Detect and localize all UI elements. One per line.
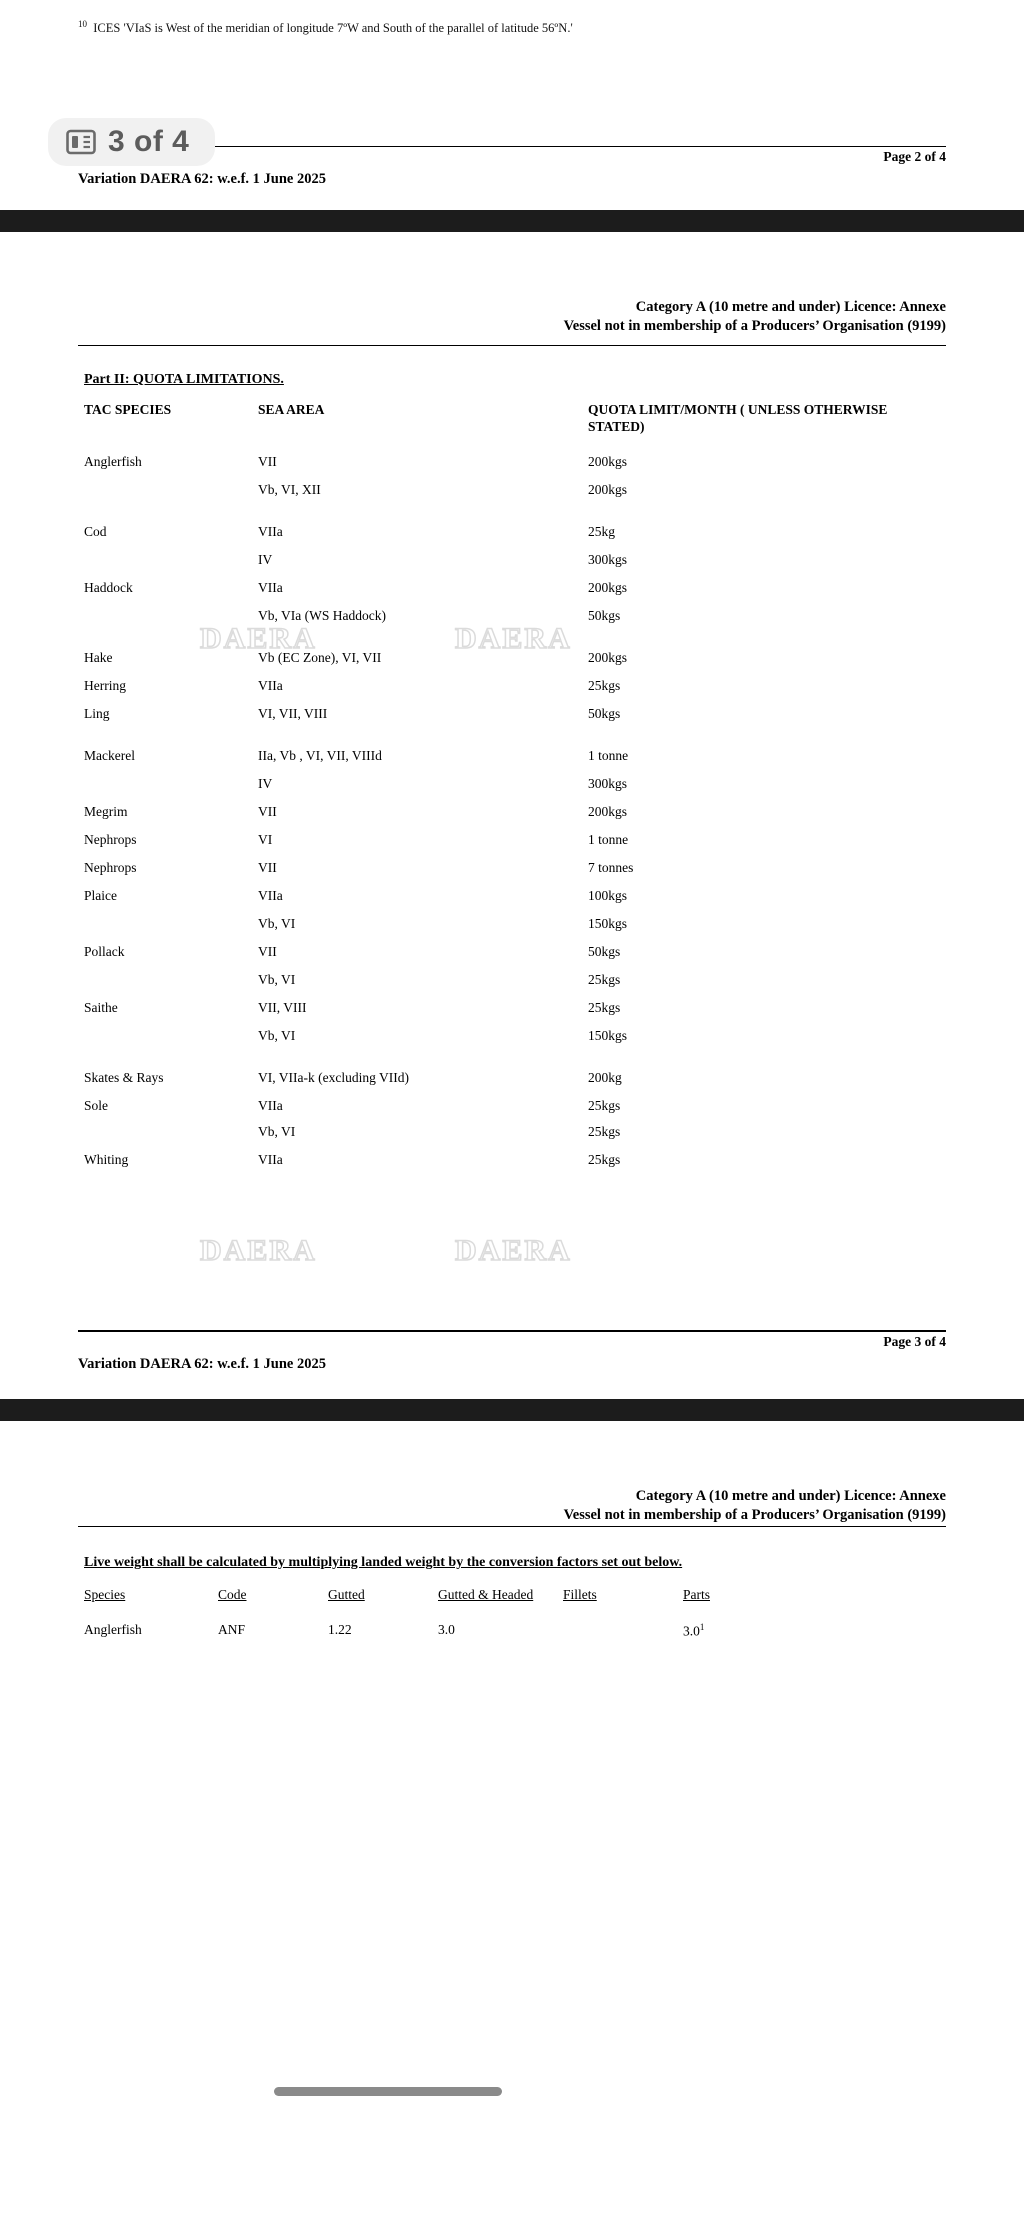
table-row	[78, 888, 946, 916]
cell-quota: 200kg	[588, 1069, 622, 1085]
page-indicator-label: 3 of 4	[108, 125, 190, 158]
column-header-fillets: Fillets	[563, 1586, 597, 1602]
cell-species	[78, 972, 258, 1000]
table-row	[78, 552, 946, 580]
column-header-code: Code	[218, 1586, 247, 1602]
page-number-page2: Page 2 of 4	[883, 148, 946, 164]
cell-species	[78, 776, 258, 804]
annexe-header	[78, 232, 946, 337]
variation-line-page3: Variation DAERA 62: w.e.f. 1 June 2025	[78, 1355, 326, 1372]
cell-sea-area: Vb, VI, XII	[258, 481, 321, 497]
column-header-quota: QUOTA LIMIT/MONTH ( UNLESS OTHERWISE STATED)	[588, 401, 888, 434]
column-header-gutted-headed: Gutted & Headed	[438, 1586, 534, 1602]
cell-species: Cod	[84, 523, 107, 539]
table-row	[78, 832, 946, 860]
cell-species: Anglerfish	[84, 1621, 142, 1637]
table-row	[78, 1070, 946, 1098]
document-page-3	[0, 232, 1024, 1399]
cell-quota: 25kgs	[588, 1123, 621, 1139]
scroll-progress-bar[interactable]	[274, 2087, 502, 2096]
column-header-gutted: Gutted	[328, 1586, 365, 1602]
cell-quota: 200kgs	[588, 453, 628, 469]
conversion-title: Live weight shall be calculated by multiplying landed weight by the conversion factors set out below.	[84, 1554, 683, 1570]
table-row	[78, 1152, 946, 1180]
cell-quota: 200kgs	[588, 803, 628, 819]
cell-species: Skates & Rays	[84, 1069, 164, 1085]
cell-sea-area: Vb, VIa (WS Haddock)	[258, 607, 386, 623]
watermark: DAERA	[455, 621, 572, 655]
table-row	[78, 1608, 946, 1640]
table-row	[78, 916, 946, 944]
table-row	[78, 524, 946, 552]
cell-species: Saithe	[84, 999, 118, 1015]
table-header-row	[78, 1587, 946, 1608]
table-row	[78, 804, 946, 832]
table-row	[78, 650, 946, 678]
page-number-page3: Page 3 of 4	[883, 1333, 946, 1349]
cell-quota: 50kgs	[588, 607, 621, 623]
cell-sea-area: Vb, VI	[258, 915, 296, 931]
cell-code: ANF	[218, 1621, 246, 1637]
cell-species	[78, 1124, 258, 1152]
table-row	[78, 706, 946, 748]
cell-quota: 200kgs	[588, 649, 628, 665]
document-page-2	[0, 0, 1024, 210]
footnote	[78, 0, 946, 38]
cell-sea-area: VI	[258, 831, 273, 847]
annexe-header-line1: Category A (10 metre and under) Licence: Annexe	[635, 298, 946, 315]
cell-sea-area: IIa, Vb , VI, VII, VIIId	[258, 747, 382, 763]
cell-quota: 150kgs	[588, 1027, 628, 1043]
footnote-marker: 10	[78, 19, 87, 29]
cell-sea-area: VII, VIII	[258, 999, 307, 1015]
cell-quota: 300kgs	[588, 551, 628, 567]
cell-quota: 25kg	[588, 523, 615, 539]
cell-sea-area: VIIa	[258, 887, 283, 903]
table-row	[78, 776, 946, 804]
quota-limitations-table	[78, 402, 946, 1180]
cell-species	[78, 916, 258, 944]
cell-sea-area: VI, VIIa-k (excluding VIId)	[258, 1069, 409, 1085]
cell-sea-area: Vb, VI	[258, 1123, 296, 1139]
cell-sea-area: VII	[258, 453, 277, 469]
cell-quota: 25kgs	[588, 971, 621, 987]
cell-species: Nephrops	[84, 859, 137, 875]
cell-species: Herring	[84, 677, 126, 693]
cell-quota: 25kgs	[588, 999, 621, 1015]
table-row	[78, 1000, 946, 1028]
cell-gutted: 1.22	[328, 1621, 352, 1637]
column-header-parts: Parts	[683, 1586, 710, 1602]
cell-species: Anglerfish	[84, 453, 142, 469]
cell-sea-area: Vb, VI	[258, 971, 296, 987]
column-header-species: TAC SPECIES	[84, 401, 172, 417]
annexe-header	[78, 1421, 946, 1526]
cell-quota: 25kgs	[588, 677, 621, 693]
cell-fillets	[563, 1608, 683, 1640]
cell-quota: 25kgs	[588, 1097, 621, 1113]
watermark: DAERA	[200, 621, 317, 655]
page-separator-band	[0, 1399, 1024, 1421]
cell-quota: 200kgs	[588, 481, 628, 497]
footnote-text: ICES 'VIaS is West of the meridian of longitude 7ºW and South of the parallel of latitude 56ºN.'	[93, 21, 573, 36]
cell-quota: 200kgs	[588, 579, 628, 595]
cell-species	[78, 1028, 258, 1070]
table-row	[78, 454, 946, 482]
cell-sea-area: VIIa	[258, 1097, 283, 1113]
cell-species: Mackerel	[84, 747, 135, 763]
cell-species: Whiting	[84, 1151, 129, 1167]
watermark: DAERA	[455, 1233, 572, 1267]
cell-sea-area: Vb (EC Zone), VI, VII	[258, 649, 382, 665]
watermark: DAERA	[200, 1233, 317, 1267]
page-indicator-overlay[interactable]	[48, 118, 215, 166]
cell-quota: 7 tonnes	[588, 859, 634, 875]
cell-species	[78, 552, 258, 580]
cell-sea-area: VI, VII, VIII	[258, 705, 328, 721]
cell-sea-area: IV	[258, 775, 273, 791]
cell-quota: 50kgs	[588, 943, 621, 959]
footnote-reference: 1	[699, 1621, 705, 1632]
cell-species	[78, 482, 258, 524]
cell-quota: 1 tonne	[588, 747, 629, 763]
cell-quota: 50kgs	[588, 705, 621, 721]
cell-sea-area: VIIa	[258, 579, 283, 595]
variation-line-page2: Variation DAERA 62: w.e.f. 1 June 2025	[78, 170, 326, 187]
cell-sea-area: IV	[258, 551, 273, 567]
table-row	[78, 482, 946, 524]
cell-sea-area: VII	[258, 803, 277, 819]
page-separator-band	[0, 210, 1024, 232]
table-row	[78, 1028, 946, 1070]
page-layout-icon	[66, 129, 96, 155]
cell-sea-area: VII	[258, 859, 277, 875]
cell-sea-area: VIIa	[258, 523, 283, 539]
cell-quota: 100kgs	[588, 887, 628, 903]
column-header-sea-area: SEA AREA	[258, 401, 325, 417]
cell-quota: 25kgs	[588, 1151, 621, 1167]
cell-sea-area: Vb, VI	[258, 1027, 296, 1043]
cell-species: Plaice	[84, 887, 117, 903]
cell-species: Megrim	[84, 803, 128, 819]
table-row	[78, 748, 946, 776]
cell-quota: 300kgs	[588, 775, 628, 791]
table-row	[78, 944, 946, 972]
cell-quota: 150kgs	[588, 915, 628, 931]
annexe-header-line2: Vessel not in membership of a Producers’ Organisation (9199)	[563, 1507, 946, 1524]
cell-sea-area: VII	[258, 943, 277, 959]
table-row	[78, 860, 946, 888]
cell-quota: 1 tonne	[588, 831, 629, 847]
document-page-4	[0, 1421, 1024, 1670]
cell-species: Sole	[84, 1097, 109, 1113]
cell-gutted-headed: 3.0	[438, 1621, 455, 1637]
annexe-header-line2: Vessel not in membership of a Producers’ Organisation (9199)	[563, 318, 946, 335]
cell-species: Nephrops	[84, 831, 137, 847]
cell-species	[78, 608, 258, 650]
cell-species: Hake	[84, 649, 113, 665]
cell-sea-area: VIIa	[258, 677, 283, 693]
table-row	[78, 972, 946, 1000]
table-row	[78, 580, 946, 608]
table-header-row	[78, 402, 946, 454]
table-row	[78, 678, 946, 706]
conversion-factors-table	[78, 1587, 946, 1639]
table-row	[78, 1124, 946, 1152]
table-row	[78, 1098, 946, 1124]
cell-parts: $3.0^1$	[683, 1621, 705, 1639]
table-row	[78, 608, 946, 650]
cell-sea-area: VIIa	[258, 1151, 283, 1167]
annexe-header-line1: Category A (10 metre and under) Licence: Annexe	[635, 1487, 946, 1504]
part-title: Part II: QUOTA LIMITATIONS.	[84, 371, 284, 387]
cell-species: Haddock	[84, 579, 133, 595]
column-header-species: Species	[84, 1586, 126, 1602]
cell-species: Pollack	[84, 943, 125, 959]
cell-species: Ling	[84, 705, 110, 721]
